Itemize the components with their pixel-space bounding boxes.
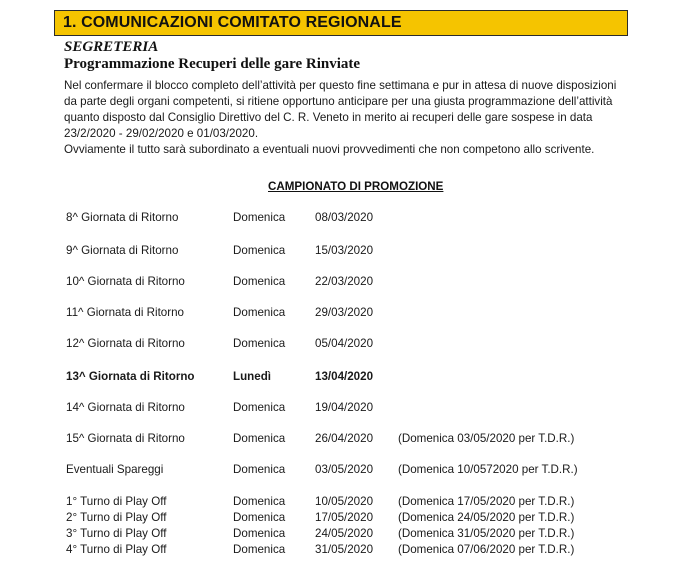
schedule-row [0, 336, 700, 352]
championship-title: CAMPIONATO DI PROMOZIONE [268, 180, 444, 193]
round-name: 3° Turno di Play Off [66, 527, 167, 540]
round-name: 8^ Giornata di Ritorno [66, 211, 179, 224]
round-day: Domenica [233, 275, 286, 288]
round-name: 15^ Giornata di Ritorno [66, 432, 185, 445]
schedule-row [0, 526, 700, 542]
round-date: 31/05/2020 [315, 543, 374, 556]
round-day: Domenica [233, 337, 286, 350]
round-note: (Domenica 03/05/2020 per T.D.R.) [398, 432, 575, 445]
round-note: (Domenica 31/05/2020 per T.D.R.) [398, 527, 575, 540]
round-note: (Domenica 07/06/2020 per T.D.R.) [398, 543, 575, 556]
section-name: SEGRETERIA [64, 39, 159, 55]
round-date: 22/03/2020 [315, 275, 374, 288]
round-note: (Domenica 24/05/2020 per T.D.R.) [398, 511, 575, 524]
round-name: 9^ Giornata di Ritorno [66, 244, 179, 257]
schedule-row [0, 305, 700, 321]
round-note: (Domenica 17/05/2020 per T.D.R.) [398, 495, 575, 508]
round-day: Domenica [233, 463, 286, 476]
round-date: 10/05/2020 [315, 495, 374, 508]
round-date: 24/05/2020 [315, 527, 374, 540]
round-day: Domenica [233, 495, 286, 508]
round-day: Domenica [233, 244, 286, 257]
schedule-row [0, 542, 700, 558]
round-date: 19/04/2020 [315, 401, 374, 414]
schedule-row [0, 369, 700, 385]
schedule-row [0, 274, 700, 290]
round-name: 11^ Giornata di Ritorno [66, 306, 185, 319]
round-name: 13^ Giornata di Ritorno [66, 370, 195, 383]
round-day: Domenica [233, 401, 286, 414]
schedule-row [0, 494, 700, 510]
round-date: 08/03/2020 [315, 211, 374, 224]
intro-paragraph [64, 78, 684, 158]
round-name: 4° Turno di Play Off [66, 543, 167, 556]
round-date: 26/04/2020 [315, 432, 374, 445]
round-date: 17/05/2020 [315, 511, 374, 524]
schedule-row [0, 431, 700, 447]
round-name: Eventuali Spareggi [66, 463, 164, 476]
intro-line: da parte degli organi competenti, si ritiene opportuno anticipare per una giusta programmazione dell’attività [64, 95, 613, 108]
intro-line: 23/2/2020 - 29/02/2020 e 01/03/2020. [64, 127, 259, 140]
round-day: Domenica [233, 543, 286, 556]
schedule-row [0, 400, 700, 416]
round-date: 15/03/2020 [315, 244, 374, 257]
intro-line: quanto disposto dal Consiglio Direttivo del C. R. Veneto in merito ai recuperi delle gare sospese in data [64, 111, 593, 124]
round-name: 14^ Giornata di Ritorno [66, 401, 185, 414]
round-note: (Domenica 10/0572020 per T.D.R.) [398, 463, 578, 476]
round-name: 1° Turno di Play Off [66, 495, 167, 508]
section-header-bar: 1. COMUNICAZIONI COMITATO REGIONALE [54, 10, 628, 36]
round-date: 03/05/2020 [315, 463, 374, 476]
round-date: 29/03/2020 [315, 306, 374, 319]
round-day: Lunedì [233, 370, 271, 383]
round-name: 12^ Giornata di Ritorno [66, 337, 185, 350]
round-day: Domenica [233, 432, 286, 445]
round-date: 05/04/2020 [315, 337, 374, 350]
schedule-row [0, 462, 700, 478]
schedule-row [0, 243, 700, 259]
document-title: Programmazione Recuperi delle gare Rinviate [64, 56, 361, 72]
round-day: Domenica [233, 306, 286, 319]
round-name: 10^ Giornata di Ritorno [66, 275, 185, 288]
intro-line: Nel confermare il blocco completo dell’attività per questo fine settimana e pur in attesa di nuove disposizioni [64, 79, 617, 92]
round-name: 2° Turno di Play Off [66, 511, 167, 524]
schedule-row [0, 210, 700, 226]
intro-line: Ovviamente il tutto sarà subordinato a eventuali nuovi provvedimenti che non competono allo scrivente. [64, 143, 595, 156]
schedule-row [0, 510, 700, 526]
round-day: Domenica [233, 511, 286, 524]
round-day: Domenica [233, 211, 286, 224]
round-day: Domenica [233, 527, 286, 540]
round-date: 13/04/2020 [315, 370, 374, 383]
